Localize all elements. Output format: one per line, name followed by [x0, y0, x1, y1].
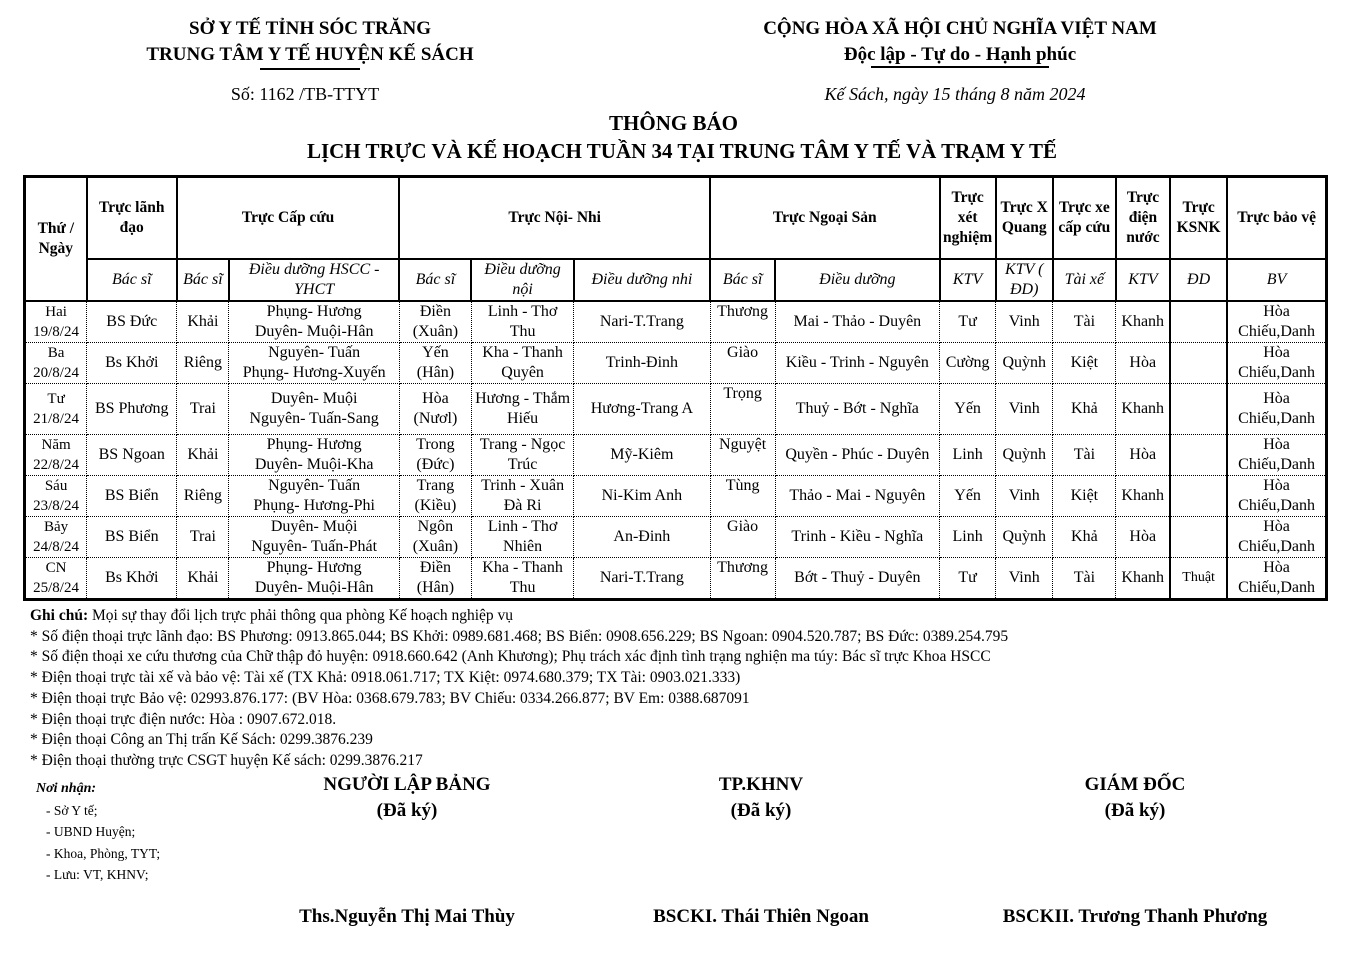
sub-ambulance: Tài xế	[1053, 259, 1116, 301]
leader-cell: Bs Khởi	[87, 343, 177, 384]
note-line: * Điện thoại trực điện nước: Hòa : 0907.672.018.	[30, 710, 337, 728]
surgery-doctor-cell: Tùng	[710, 476, 775, 517]
surgery-doctor-cell: Thương	[710, 301, 775, 343]
day-cell	[25, 476, 87, 517]
ambulance-cell: Kiệt	[1053, 343, 1116, 384]
ksnk-cell	[1170, 301, 1227, 343]
emergency-nurse-cell: Nguyên- Tuấn Phụng- Hương-Phi	[229, 476, 399, 517]
emergency-nurse-cell: Phụng- Hương Duyên- Muội-Hân	[229, 301, 399, 343]
lab-cell: Cường	[940, 343, 996, 384]
emergency-nurse-cell: Duyên- Muội Nguyên- Tuấn-Phát	[229, 517, 399, 558]
notes-main-text: Mọi sự thay đổi lịch trực phải thông qua phòng Kế hoạch nghiệp vụ	[88, 607, 514, 624]
signer-role: TP.KHNV	[718, 774, 804, 795]
sub-internal-doctor: Bác sĩ	[399, 259, 471, 301]
note-line: * Điện thoại trực Bảo vệ: 02993.876.177: (BV Hòa: 0368.679.783; BV Chiếu: 0334.266.877; BV Em: 0388.687091	[30, 689, 750, 707]
document-subtitle: LỊCH TRỰC VÀ KẾ HOẠCH TUẦN 34 TẠI TRUNG TÂM Y TẾ VÀ TRẠM Y TẾ	[306, 139, 1058, 163]
recipients-list	[36, 778, 160, 886]
internal-doctor-cell: Yến (Hân)	[399, 343, 471, 384]
issuing-agency	[100, 16, 520, 70]
recipients-title: Nơi nhận:	[36, 781, 97, 796]
note-line: * Số điện thoại trực lãnh đạo: BS Phương: 0913.865.044; BS Khởi: 0989.681.468; BS Biển: 0908.656.229; BS Ngoan: 0904.520.787; BS Đức: 0389.254.795	[30, 627, 1009, 645]
pediatric-nurse-cell: Trinh-Đinh	[574, 343, 710, 384]
pediatric-nurse-cell: Hương-Trang A	[574, 384, 710, 435]
leader-cell: BS Biển	[87, 517, 177, 558]
date: 25/8/24	[33, 580, 79, 596]
internal-doctor-cell: Hòa (Nươl)	[399, 384, 471, 435]
sub-leader-doctor: Bác sĩ	[87, 259, 177, 301]
lab-cell: Tư	[940, 301, 996, 343]
day-cell	[25, 558, 87, 600]
ksnk-cell	[1170, 435, 1227, 476]
surgery-nurse-cell: Quyền - Phúc - Duyên	[775, 435, 939, 476]
date: 24/8/24	[33, 539, 79, 555]
document-number: Số: 1162 /TB-TTYT	[230, 84, 380, 104]
date: 22/8/24	[33, 457, 79, 473]
weekday: Sáu	[44, 478, 68, 494]
security-cell: Hòa Chiếu,Danh	[1227, 435, 1326, 476]
signature-block-preparer	[257, 772, 557, 942]
sub-ksnk: ĐD	[1170, 259, 1227, 301]
internal-doctor-cell: Ngôn (Xuân)	[399, 517, 471, 558]
ksnk-cell	[1170, 476, 1227, 517]
signed-status: (Đã ký)	[730, 800, 792, 821]
col-xray-header: Trực X Quang	[996, 177, 1053, 260]
emergency-nurse-cell: Duyên- Muội Nguyên- Tuấn-Sang	[229, 384, 399, 435]
emergency-doctor-cell: Trai	[177, 517, 229, 558]
pediatric-nurse-cell: Nari-T.Trang	[574, 558, 710, 600]
notes-main	[30, 606, 1330, 627]
lab-cell: Linh	[940, 517, 996, 558]
signer-name: BSCKII. Trương Thanh Phương	[1002, 906, 1268, 927]
weekday: Tư	[47, 391, 65, 407]
internal-doctor-cell: Trang (Kiều)	[399, 476, 471, 517]
utilities-cell: Khanh	[1116, 384, 1170, 435]
surgery-nurse-cell: Kiều - Trinh - Nguyên	[775, 343, 939, 384]
sub-surgery-doctor: Bác sĩ	[710, 259, 775, 301]
day-cell	[25, 384, 87, 435]
weekday: CN	[45, 560, 67, 576]
xray-cell: Vinh	[996, 558, 1053, 600]
internal-nurse-cell: Linh - Thơ Nhiên	[471, 517, 573, 558]
day-cell	[25, 343, 87, 384]
col-leader-header: Trực lãnh đạo	[87, 177, 177, 260]
col-ksnk-header: Trực KSNK	[1170, 177, 1227, 260]
note-line: * Số điện thoại xe cứu thương của Chữ thập đỏ huyện: 0918.660.642 (Anh Khương); Phụ trách xác định tình trạng nghiện ma túy: Bác sĩ trực Khoa HSCC	[30, 648, 991, 666]
lab-cell: Linh	[940, 435, 996, 476]
surgery-doctor-cell: Giào	[710, 343, 775, 384]
emergency-nurse-cell: Phụng- Hương Duyên- Muội-Hân	[229, 558, 399, 600]
lab-cell: Yến	[940, 476, 996, 517]
internal-nurse-cell: Trang - Ngọc Trúc	[471, 435, 573, 476]
sub-security: BV	[1227, 259, 1326, 301]
internal-doctor-cell: Trong (Đức)	[399, 435, 471, 476]
motto: Độc lập - Tự do - Hạnh phúc	[843, 44, 1077, 65]
signature-block-khnv	[611, 772, 911, 942]
sub-header-row	[25, 259, 1327, 301]
table-row	[25, 558, 1327, 600]
ambulance-cell: Tài	[1053, 435, 1116, 476]
country-name: CỘNG HÒA XÃ HỘI CHỦ NGHĨA VIỆT NAM	[763, 18, 1157, 39]
surgery-nurse-cell: Trinh - Kiều - Nghĩa	[775, 517, 939, 558]
table-row	[25, 435, 1327, 476]
sub-utilities: KTV	[1116, 259, 1170, 301]
date: 23/8/24	[33, 498, 79, 514]
emergency-doctor-cell: Trai	[177, 384, 229, 435]
col-day-header: Thứ / Ngày	[25, 177, 87, 302]
table-row	[25, 301, 1327, 343]
internal-doctor-cell: Điền (Hân)	[399, 558, 471, 600]
xray-cell: Quỳnh	[996, 343, 1053, 384]
utilities-cell: Hòa	[1116, 517, 1170, 558]
weekday: Năm	[41, 437, 71, 453]
signer-role: GIÁM ĐỐC	[1084, 774, 1186, 795]
ksnk-cell	[1170, 517, 1227, 558]
ambulance-cell: Khả	[1053, 384, 1116, 435]
surgery-nurse-cell: Bớt - Thuỷ - Duyên	[775, 558, 939, 600]
notes-section	[30, 606, 1330, 772]
utilities-cell: Hòa	[1116, 435, 1170, 476]
pediatric-nurse-cell: Nari-T.Trang	[574, 301, 710, 343]
col-lab-header: Trực xét nghiệm	[940, 177, 996, 260]
emergency-doctor-cell: Khải	[177, 435, 229, 476]
leader-cell: BS Đức	[87, 301, 177, 343]
lab-cell: Tư	[940, 558, 996, 600]
internal-nurse-cell: Kha - Thanh Thu	[471, 558, 573, 600]
date: 21/8/24	[33, 411, 79, 427]
security-cell: Hòa Chiếu,Danh	[1227, 558, 1326, 600]
sub-emergency-nurse: Điều dưỡng HSCC - YHCT	[229, 259, 399, 301]
agency-underline	[260, 68, 360, 70]
emergency-doctor-cell: Riêng	[177, 476, 229, 517]
utilities-cell: Khanh	[1116, 301, 1170, 343]
sub-internal-nurse: Điều dưỡng nội	[471, 259, 573, 301]
day-cell	[25, 517, 87, 558]
ksnk-cell	[1170, 384, 1227, 435]
emergency-doctor-cell: Khải	[177, 301, 229, 343]
xray-cell: Quỳnh	[996, 435, 1053, 476]
xray-cell: Vinh	[996, 476, 1053, 517]
emergency-nurse-cell: Nguyên- Tuấn Phụng- Hương-Xuyến	[229, 343, 399, 384]
agency-line-2: TRUNG TÂM Y TẾ HUYỆN KẾ SÁCH	[146, 44, 474, 65]
internal-nurse-cell: Kha - Thanh Quyên	[471, 343, 573, 384]
security-cell: Hòa Chiếu,Danh	[1227, 384, 1326, 435]
ambulance-cell: Tài	[1053, 558, 1116, 600]
table-row	[25, 384, 1327, 435]
leader-cell: Bs Khởi	[87, 558, 177, 600]
pediatric-nurse-cell: Mỹ-Kiêm	[574, 435, 710, 476]
table-row	[25, 476, 1327, 517]
ambulance-cell: Tài	[1053, 301, 1116, 343]
xray-cell: Vinh	[996, 301, 1053, 343]
leader-cell: BS Ngoan	[87, 435, 177, 476]
weekday: Bảy	[43, 519, 69, 535]
table-row	[25, 343, 1327, 384]
date: 19/8/24	[33, 324, 79, 340]
surgery-nurse-cell: Mai - Thảo - Duyên	[775, 301, 939, 343]
signer-name: Ths.Nguyễn Thị Mai Thùy	[299, 906, 515, 927]
surgery-doctor-cell: Nguyệt	[710, 435, 775, 476]
surgery-doctor-cell: Thương	[710, 558, 775, 600]
note-line: * Điện thoại trực tài xế và bảo vệ: Tài xế (TX Khả: 0918.061.717; TX Kiệt: 0974.680.379; TX Tài: 0903.021.333)	[30, 669, 741, 687]
note-line: * Điện thoại thường trực CSGT huyện Kế sách: 0299.3876.217	[30, 751, 423, 769]
document-title: THÔNG BÁO	[609, 111, 738, 135]
internal-nurse-cell: Hương - Thắm Hiếu	[471, 384, 573, 435]
sub-emergency-doctor: Bác sĩ	[177, 259, 229, 301]
ksnk-cell	[1170, 343, 1227, 384]
emergency-doctor-cell: Khải	[177, 558, 229, 600]
national-motto	[700, 16, 1220, 68]
pediatric-nurse-cell: An-Đinh	[574, 517, 710, 558]
leader-cell: BS Phương	[87, 384, 177, 435]
internal-doctor-cell: Điền (Xuân)	[399, 301, 471, 343]
recipient-item: - Khoa, Phòng, TYT;	[46, 845, 161, 861]
recipient-item: - UBND Huyện;	[46, 824, 136, 839]
schedule-body	[25, 301, 1327, 600]
surgery-doctor-cell: Trọng	[710, 384, 775, 435]
lab-cell: Yến	[940, 384, 996, 435]
agency-line-1: SỞ Y TẾ TỈNH SÓC TRĂNG	[189, 18, 431, 39]
security-cell: Hòa Chiếu,Danh	[1227, 517, 1326, 558]
signer-role: NGƯỜI LẬP BẢNG	[323, 774, 491, 795]
signed-status: (Đã ký)	[376, 800, 438, 821]
group-header-row	[25, 177, 1327, 260]
ksnk-cell: Thuật	[1170, 558, 1227, 600]
leader-cell: BS Biển	[87, 476, 177, 517]
ambulance-cell: Kiệt	[1053, 476, 1116, 517]
sub-surgery-nurse: Điều dưỡng	[775, 259, 939, 301]
xray-cell: Vinh	[996, 384, 1053, 435]
security-cell: Hòa Chiếu,Danh	[1227, 476, 1326, 517]
pediatric-nurse-cell: Ni-Kim Anh	[574, 476, 710, 517]
utilities-cell: Hòa	[1116, 343, 1170, 384]
emergency-nurse-cell: Phụng- Hương Duyên- Muội-Kha	[229, 435, 399, 476]
surgery-nurse-cell: Thảo - Mai - Nguyên	[775, 476, 939, 517]
duty-schedule-table	[23, 175, 1328, 601]
notes-label: Ghi chú:	[30, 607, 89, 624]
recipient-item: - Lưu: VT, KHNV;	[46, 867, 149, 882]
surgery-doctor-cell: Giào	[710, 517, 775, 558]
security-cell: Hòa Chiếu,Danh	[1227, 343, 1326, 384]
weekday: Hai	[45, 304, 67, 320]
utilities-cell: Khanh	[1116, 558, 1170, 600]
weekday: Ba	[47, 345, 65, 361]
table-row	[25, 517, 1327, 558]
ambulance-cell: Khả	[1053, 517, 1116, 558]
day-cell	[25, 435, 87, 476]
sub-lab: KTV	[940, 259, 996, 301]
internal-nurse-cell: Linh - Thơ Thu	[471, 301, 573, 343]
sub-xray: KTV ( ĐD)	[996, 259, 1053, 301]
col-ambulance-header: Trực xe cấp cứu	[1053, 177, 1116, 260]
date: 20/8/24	[33, 365, 79, 381]
internal-nurse-cell: Trinh - Xuân Đà Ri	[471, 476, 573, 517]
security-cell: Hòa Chiếu,Danh	[1227, 301, 1326, 343]
col-surgery-obstetrics-header: Trực Ngoại Sản	[710, 177, 940, 260]
col-internal-pediatrics-header: Trực Nội- Nhi	[399, 177, 710, 260]
signature-block-director	[985, 772, 1285, 942]
surgery-nurse-cell: Thuỷ - Bớt - Nghĩa	[775, 384, 939, 435]
utilities-cell: Khanh	[1116, 476, 1170, 517]
note-line: * Điện thoại Công an Thị trấn Kế Sách: 0299.3876.239	[30, 731, 373, 749]
col-security-header: Trực bảo vệ	[1227, 177, 1326, 260]
signed-status: (Đã ký)	[1104, 800, 1166, 821]
recipient-item: - Sở Y tế;	[46, 802, 98, 818]
sub-pediatric-nurse: Điều dưỡng nhi	[574, 259, 710, 301]
xray-cell: Quỳnh	[996, 517, 1053, 558]
signer-name: BSCKI. Thái Thiên Ngoan	[653, 906, 869, 927]
emergency-doctor-cell: Riêng	[177, 343, 229, 384]
col-utilities-header: Trực điện nước	[1116, 177, 1170, 260]
col-emergency-header: Trực Cấp cứu	[177, 177, 399, 260]
day-cell	[25, 301, 87, 343]
place-and-date: Kế Sách, ngày 15 tháng 8 năm 2024	[824, 84, 1086, 104]
